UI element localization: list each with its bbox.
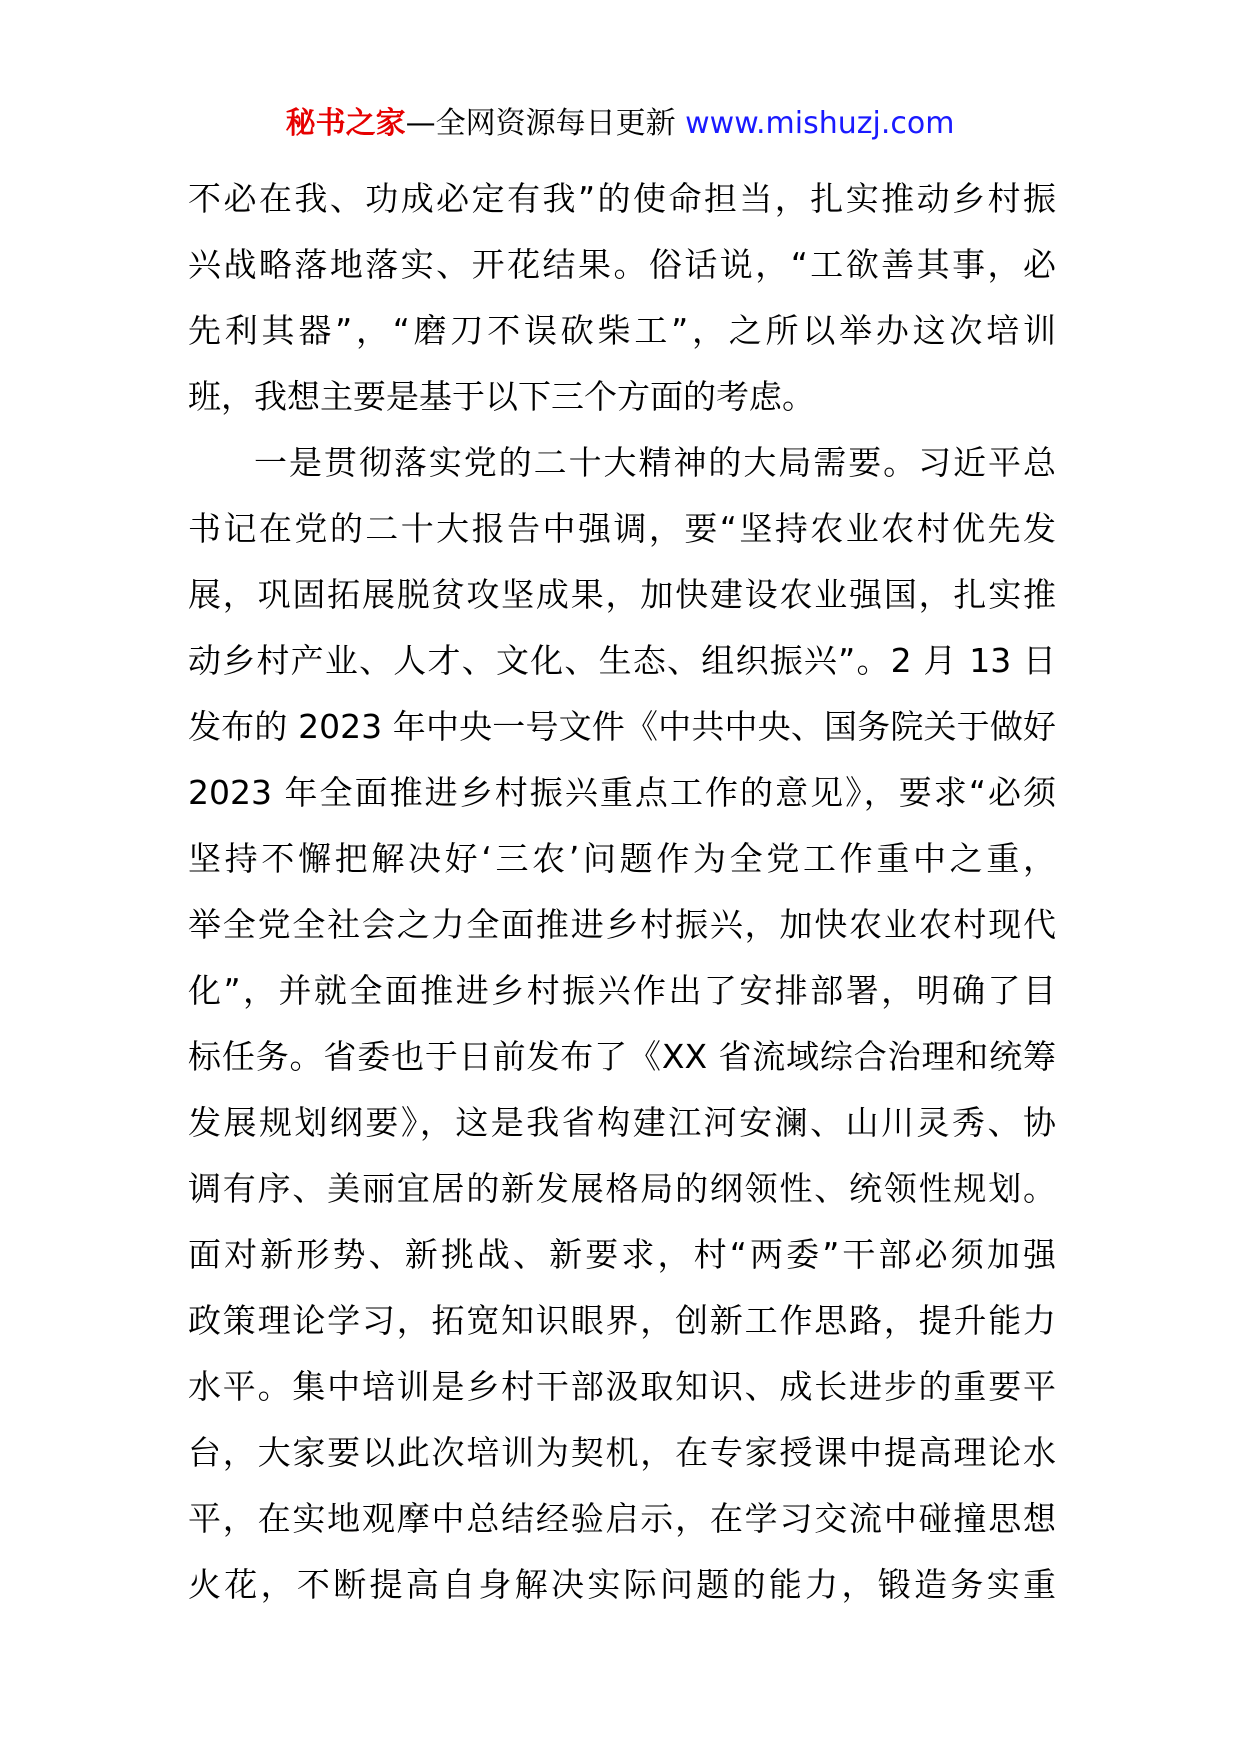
text-line: 标任务。省委也于日前发布了《XX 省流域综合治理和统筹 (188, 1037, 1056, 1076)
text-line: 兴战略落地落实、开花结果。俗话说，“工欲善其事，必 (188, 245, 1056, 284)
text-line: 调有序、美丽宜居的新发展格局的纲领性、统领性规划。 (188, 1169, 1056, 1208)
text-line: 发展规划纲要》，这是我省构建江河安澜、山川灵秀、协 (188, 1103, 1056, 1142)
text-line: 水平。集中培训是乡村干部汲取知识、成长进步的重要平 (188, 1367, 1056, 1406)
text-line: 政策理论学习，拓宽知识眼界，创新工作思路，提升能力 (188, 1301, 1056, 1340)
text-line: 展，巩固拓展脱贫攻坚成果，加快建设农业强国，扎实推 (188, 575, 1056, 614)
document-body (188, 166, 1056, 1618)
text-line: 火花，不断提高自身解决实际问题的能力，锻造务实重 (188, 1565, 1056, 1604)
text-line: 发布的 2023 年中央一号文件《中共中央、国务院关于做好 (188, 707, 1056, 746)
text-line: 2023 年全面推进乡村振兴重点工作的意见》，要求“必须 (188, 773, 1056, 812)
text-line: 面对新形势、新挑战、新要求，村“两委”干部必须加强 (188, 1235, 1056, 1274)
text-line: 举全党全社会之力全面推进乡村振兴，加快农业农村现代 (188, 905, 1056, 944)
brand-name: 秘书之家 (285, 106, 406, 141)
paragraph-start-line: 一是贯彻落实党的二十大精神的大局需要。习近平总 (254, 443, 1056, 482)
text-line: 台，大家要以此次培训为契机，在专家授课中提高理论水 (188, 1433, 1056, 1472)
text-line: 坚持不懈把解决好‘三农’问题作为全党工作重中之重， (188, 839, 1056, 878)
text-line: 平，在实地观摩中总结经验启示，在学习交流中碰撞思想 (188, 1499, 1056, 1538)
header-tagline: —全网资源每日更新 (405, 106, 676, 141)
text-line: 班，我想主要是基于以下三个方面的考虑。 (188, 377, 815, 416)
text-line: 先利其器”，“磨刀不误砍柴工”，之所以举办这次培训 (188, 311, 1056, 350)
site-url-link[interactable]: www.mishuzj.com (685, 106, 955, 141)
page-header (0, 104, 1240, 144)
text-line: 动乡村产业、人才、文化、生态、组织振兴”。2 月 13 日 (188, 641, 1056, 680)
text-line: 书记在党的二十大报告中强调，要“坚持农业农村优先发 (188, 509, 1056, 548)
text-line: 不必在我、功成必定有我”的使命担当，扎实推动乡村振 (188, 179, 1056, 218)
text-line: 化”，并就全面推进乡村振兴作出了安排部署，明确了目 (188, 971, 1056, 1010)
